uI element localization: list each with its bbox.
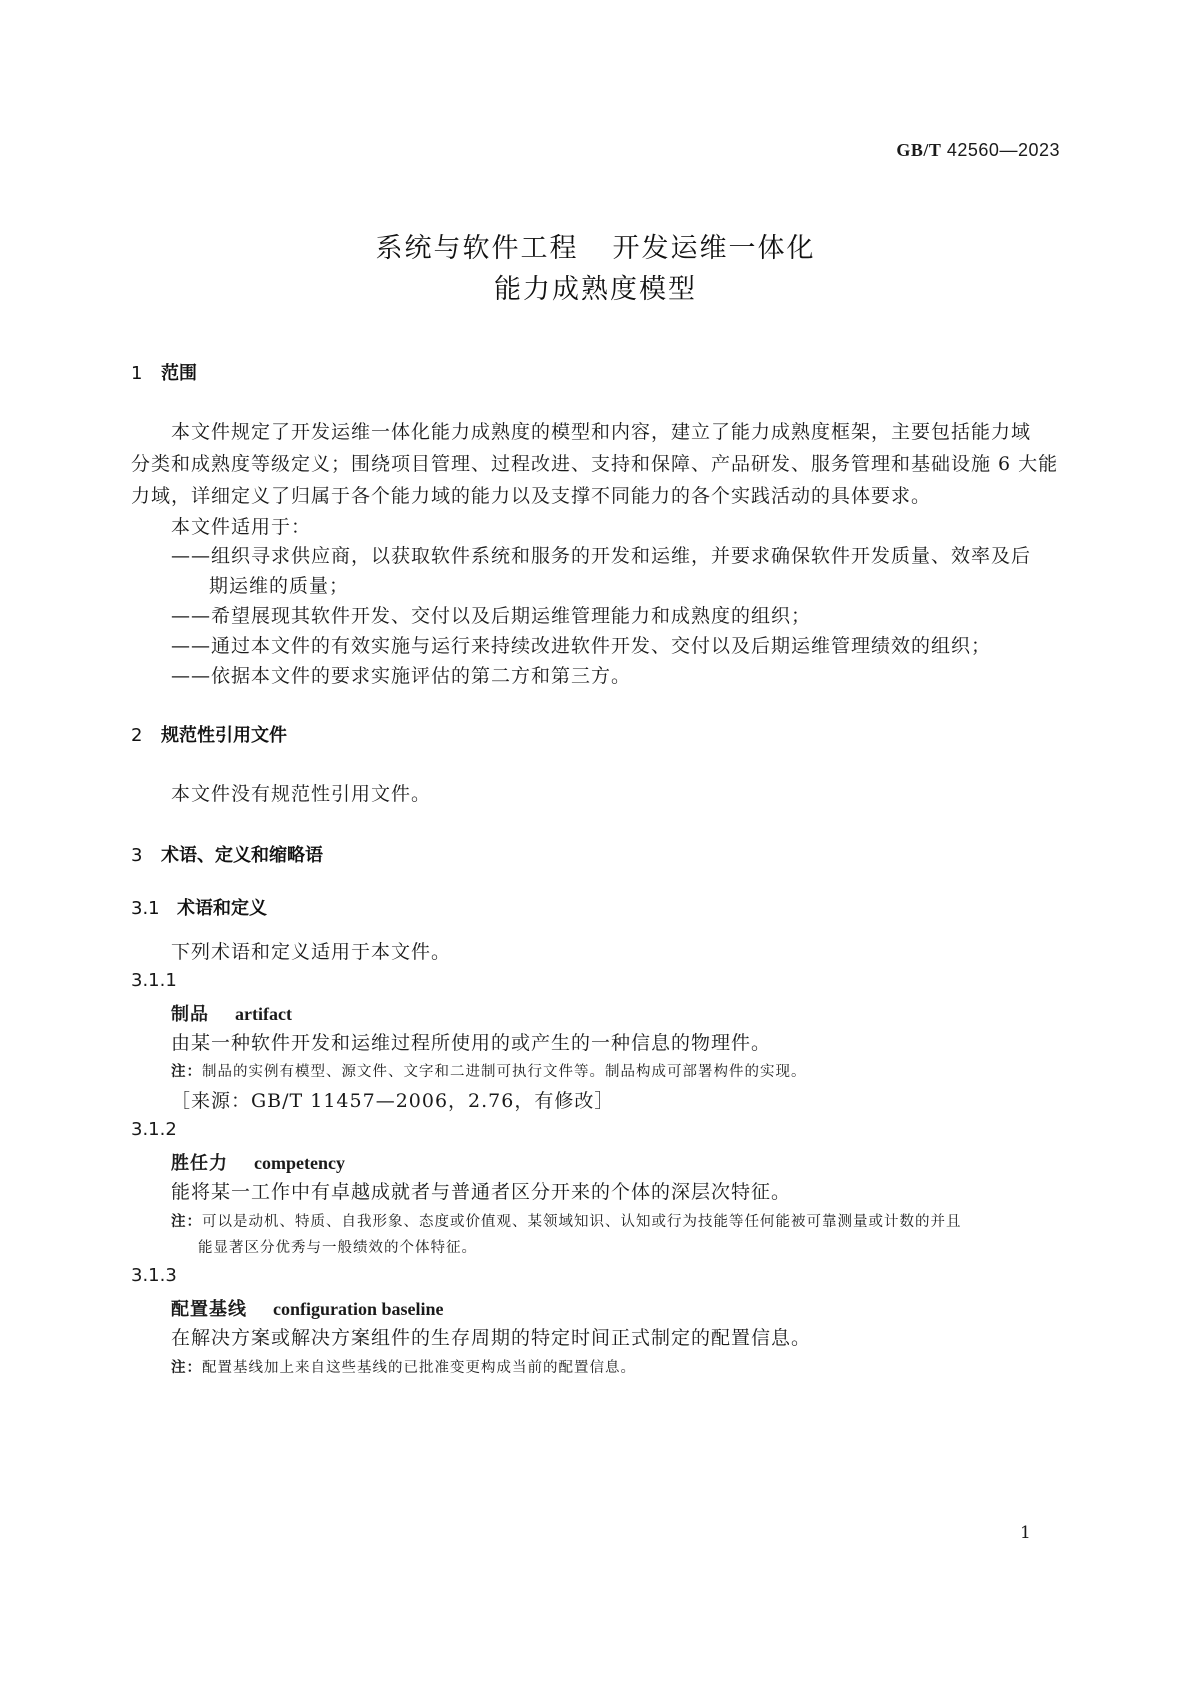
term-note [171,1356,636,1377]
s1-list-item-4: ——依据本文件的要求实施评估的第二方和第三方。 [171,665,632,687]
section-3-heading [131,841,323,867]
term-title [171,1000,292,1026]
section-1-heading [131,359,197,385]
note-label: 注： [171,1214,202,1230]
standard-number [896,140,1060,161]
term-note [171,1060,807,1081]
document-title-line1 [0,226,1191,265]
section-number: 3 [131,845,143,866]
s1-para-line3: 力域，详细定义了归属于各个能力域的能力以及支撑不同能力的各个实践活动的具体要求。 [131,485,932,507]
section-number: 1 [131,363,143,384]
term-definition: 由某一种软件开发和运维过程所使用的或产生的一种信息的物理件。 [171,1032,772,1054]
section-title: 规范性引用文件 [161,725,287,746]
term-title [171,1295,444,1321]
term-note [171,1210,962,1231]
term-en: artifact [235,1004,292,1024]
section-3-1-heading [131,894,267,920]
term-cn: 胜任力 [171,1153,228,1174]
note-label: 注： [171,1360,202,1376]
section-title: 范围 [161,363,197,384]
note-text: 制品的实例有模型、源文件、文字和二进制可执行文件等。制品构成可部署构件的实现。 [202,1064,807,1080]
term-en: competency [254,1153,345,1173]
term-note-cont: 能显著区分优秀与一般绩效的个体特征。 [198,1240,477,1256]
s1-list-item-2: ——希望展现其软件开发、交付以及后期运维管理能力和成熟度的组织； [171,605,812,627]
term-en: configuration baseline [273,1299,444,1319]
s1-para-line2: 分类和成熟度等级定义；围绕项目管理、过程改进、支持和保障、产品研发、服务管理和基础设施 6 大能 [131,453,1059,475]
section-number: 2 [131,725,143,746]
s1-list-item-3: ——通过本文件的有效实施与运行来持续改进软件开发、交付以及后期运维管理绩效的组织； [171,635,992,657]
section-title: 术语、定义和缩略语 [161,845,323,866]
term-cn: 配置基线 [171,1299,247,1320]
term-number: 3.1.2 [131,1119,177,1140]
s1-list-item-1-cont: 期运维的质量； [209,575,350,597]
s3-1-intro: 下列术语和定义适用于本文件。 [171,941,452,963]
s1-applies: 本文件适用于： [171,516,312,538]
term-definition: 能将某一工作中有卓越成就者与普通者区分开来的个体的深层次特征。 [171,1181,792,1203]
page-number: 1 [1020,1523,1031,1543]
term-title [171,1149,345,1175]
s2-para: 本文件没有规范性引用文件。 [171,783,432,805]
s1-para-line1: 本文件规定了开发运维一体化能力成熟度的模型和内容，建立了能力成熟度框架，主要包括能力域 [171,421,1032,443]
title-part1: 系统与软件工程 [375,233,579,264]
term-source: ［来源：GB/T 11457—2006，2.76，有修改］ [171,1090,615,1112]
document-title-line2: 能力成熟度模型 [494,274,697,305]
note-label: 注： [171,1064,202,1080]
section-2-heading [131,721,287,747]
s1-list-item-1: ——组织寻求供应商，以获取软件系统和服务的开发和运维，并要求确保软件开发质量、效率及后 [171,545,1032,567]
subsection-number: 3.1 [131,898,160,919]
term-cn: 制品 [171,1004,209,1025]
note-text: 可以是动机、特质、自我形象、态度或价值观、某领域知识、认知或行为技能等任何能被可靠测量或计数的并且 [202,1214,962,1230]
title-part2: 开发运维一体化 [612,233,816,264]
term-number: 3.1.3 [131,1265,177,1286]
subsection-title: 术语和定义 [177,898,267,919]
standard-code: 42560—2023 [946,140,1060,160]
term-definition: 在解决方案或解决方案组件的生存周期的特定时间正式制定的配置信息。 [171,1327,812,1349]
standard-prefix: GB/T [896,140,942,160]
term-number: 3.1.1 [131,970,177,991]
note-text: 配置基线加上来自这些基线的已批准变更构成当前的配置信息。 [202,1360,636,1376]
